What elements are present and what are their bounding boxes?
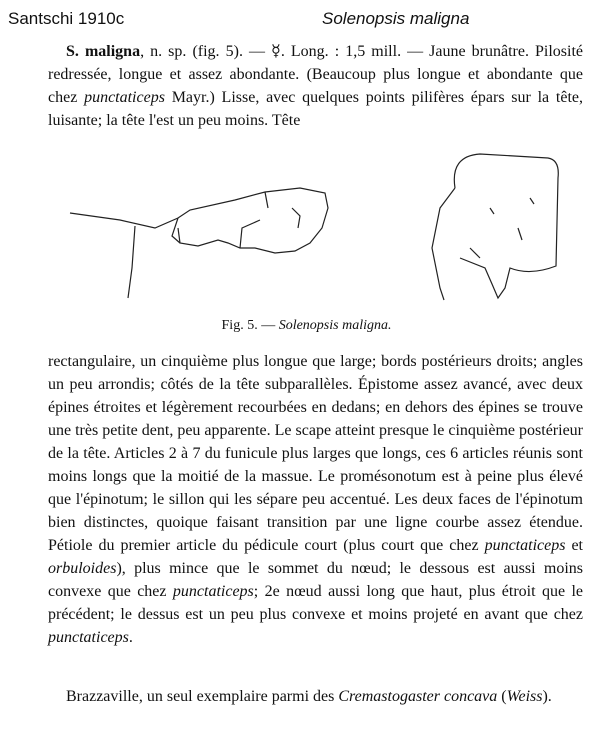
- description-paragraph-1: [48, 40, 583, 132]
- header-species-name: Solenopsis maligna: [322, 9, 470, 28]
- para2-ref-2: orbuloides: [48, 560, 117, 577]
- para2-ref-4: punctaticeps: [48, 629, 129, 646]
- description-paragraph-2: [48, 350, 583, 649]
- locality-text-2: (: [497, 688, 507, 705]
- figure-species-name: Solenopsis maligna.: [278, 318, 392, 333]
- figure-label: Fig. 5. —: [221, 318, 279, 333]
- host-species-name: Cremastogaster concava: [338, 688, 498, 705]
- locality-text-3: ).: [542, 688, 552, 705]
- para2-text-5: .: [128, 629, 133, 646]
- para2-text-3: ), plus mince que le sommet du nœud; le dessous est aussi moins convexe que chez: [48, 560, 583, 600]
- para1-ref: punctaticeps: [84, 89, 165, 106]
- species-name: S. maligna: [66, 43, 141, 60]
- para2-text-1: rectangulaire, un cinquième plus longue que large; bords postérieurs droits; angles un peu arrondis; côtés de la tête subparallèles. Épistome assez avancé, avec deux épines étroites et légèrement recourbées en dedans; en dehors des épines se trouve une très petite dent, peu apparente. Le scape atteint presque le cinquième postérieur de la tête. Articles 2 à 7 du funicule plus larges que longs, ces 6 articles réunis sont moins longs que la moitié de la massue. Le promésonotum est à peine plus élevé que l'épinotum; le sillon qui les sépare peu accentué. Les deux faces de l'épinotum bien distinctes, quoique faisant transition par une ligne courbe assez étendue. Pétiole du premier article du pédicule court (plus court que chez: [48, 353, 583, 554]
- para1-text-2: Mayr.) Lisse, avec quelques points pilifères épars sur la tête, luisante; la tête l'est un peu moins. Tête: [48, 89, 583, 129]
- para2-text-4: ; 2e nœud aussi long que haut, plus étroit que le précédent; le dessus est un peu plus convexe et moins projeté en avant que chez: [48, 583, 584, 623]
- header-author-year: Santschi 1910c: [8, 9, 125, 28]
- para2-ref-1: punctaticeps: [484, 537, 566, 554]
- locality-text-1: Brazzaville, un seul exemplaire parmi des: [66, 688, 339, 705]
- host-author-name: Weiss: [506, 688, 543, 705]
- ant-head-drawing: [432, 154, 558, 300]
- para1-text: , n. sp. (fig. 5). — ☿. Long. : 1,5 mill. — Jaune brunâtre. Pilosité redressée, longue et assez abondante. (Beaucoup plus longue et abondante que chez: [48, 43, 584, 106]
- locality-paragraph: [48, 685, 583, 708]
- ant-profile-drawing: [70, 188, 328, 298]
- figure-caption: [0, 318, 613, 334]
- ant-figure-illustration: [60, 148, 570, 318]
- para2-ref-3: punctaticeps: [172, 583, 254, 600]
- para2-text-2: et: [565, 537, 584, 554]
